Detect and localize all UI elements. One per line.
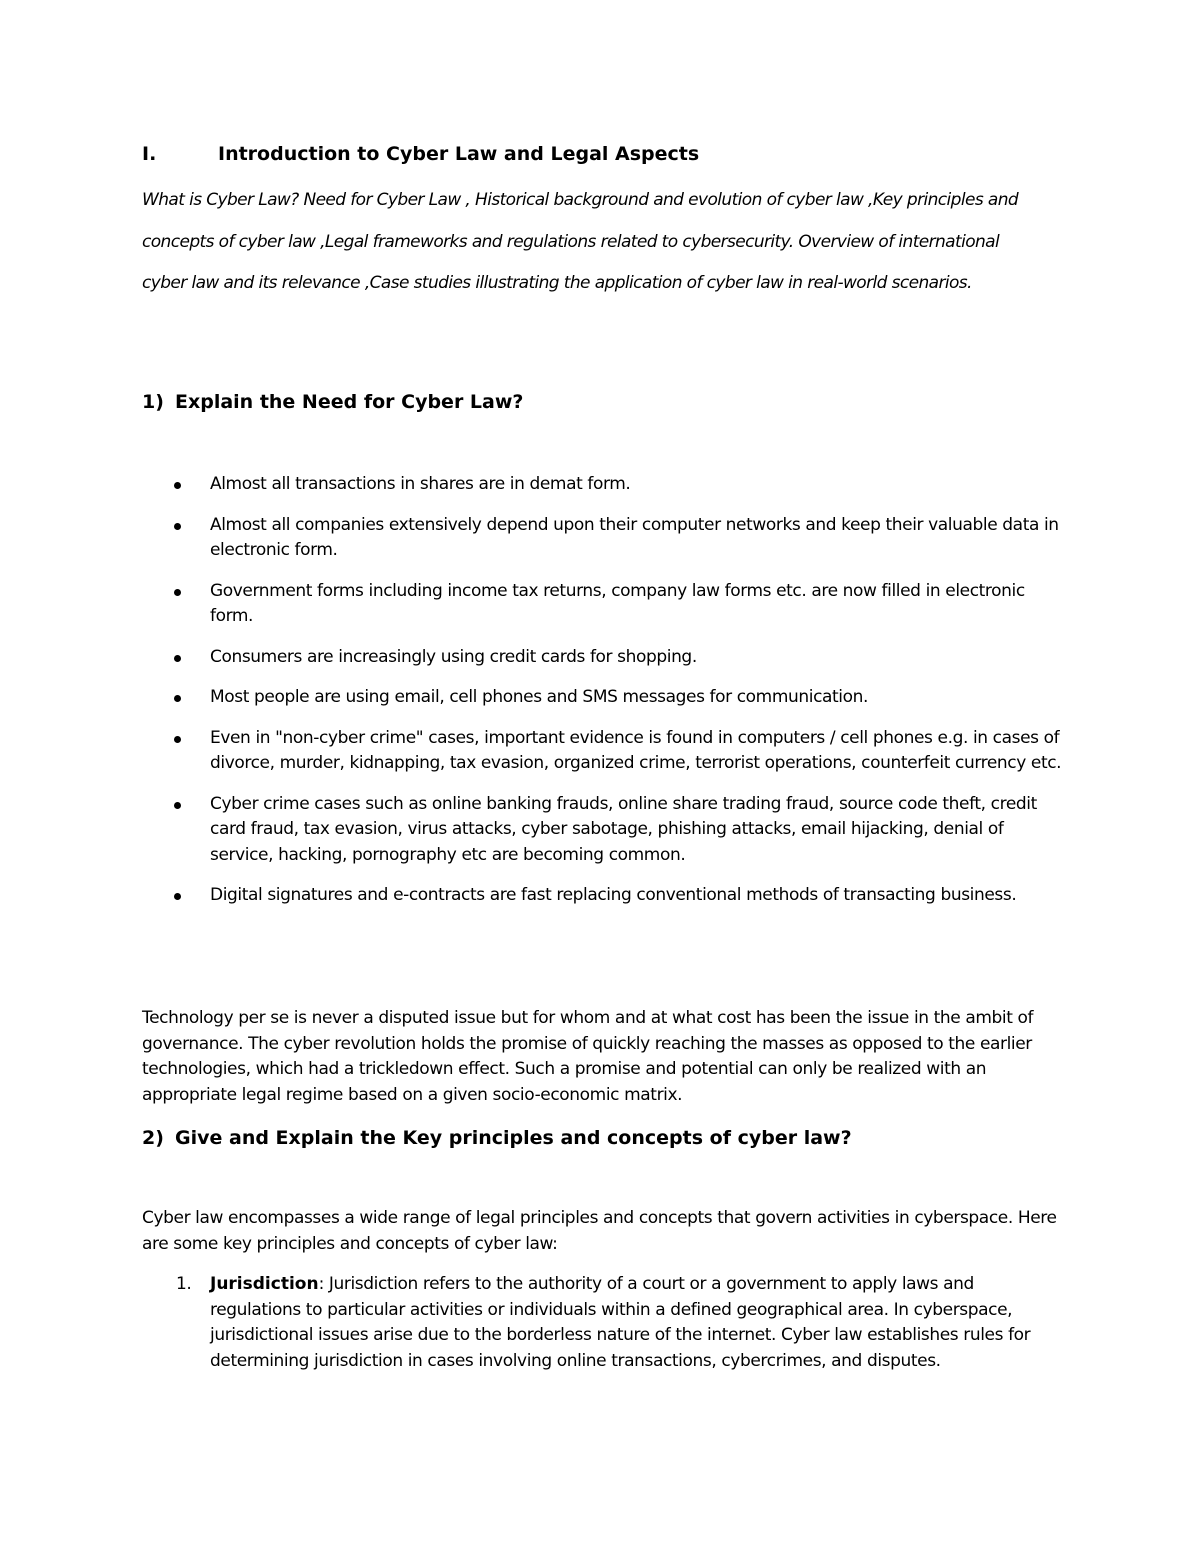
list-item: Almost all transactions in shares are in demat form.: [142, 472, 1062, 498]
section-title: Introduction to Cyber Law and Legal Aspects: [218, 143, 700, 165]
question-2-heading: [142, 1126, 852, 1150]
question-2-paragraph: Cyber law encompasses a wide range of legal principles and concepts that govern activities in cyberspace. Here are some key principles and concepts of cyber law:: [142, 1208, 1057, 1254]
question-2-number: 2): [142, 1127, 164, 1149]
bullet-icon: [174, 482, 181, 489]
question-1-heading: [142, 390, 523, 414]
principles-list: [142, 1272, 1062, 1374]
bullet-icon: [174, 802, 181, 809]
list-item: Even in "non-cyber crime" cases, important evidence is found in computers / cell phones e.g. in cases of divorce, murder, kidnapping, tax evasion, organized crime, terrorist operations, counterfeit currency etc.: [142, 726, 1062, 777]
list-item: Most people are using email, cell phones and SMS messages for communication.: [142, 685, 1062, 711]
item-text: : Jurisdiction refers to the authority of a court or a government to apply laws and regulations to particular activities or individuals within a defined geographical area. In cyberspace, jurisdictional issues arise due to the borderless nature of the internet. Cyber law establishes rules for determining jurisdiction in cases involving online transactions, cybercrimes, and disputes.: [210, 1274, 1031, 1371]
need-bullet-list: [142, 472, 1062, 924]
section-number: I.: [142, 143, 157, 165]
item-number: 1.: [176, 1274, 192, 1294]
bullet-icon: [174, 736, 181, 743]
list-item: Cyber crime cases such as online banking frauds, online share trading fraud, source code theft, credit card fraud, tax evasion, virus attacks, cyber sabotage, phishing attacks, email hijacking, denial of service, hacking, pornography etc are becoming common.: [142, 792, 1062, 869]
bullet-icon: [174, 589, 181, 596]
section-heading: [142, 142, 699, 166]
list-item: Almost all companies extensively depend upon their computer networks and keep their valuable data in electronic form.: [142, 513, 1062, 564]
list-item: Government forms including income tax returns, company law forms etc. are now filled in electronic form.: [142, 579, 1062, 630]
list-item: Consumers are increasingly using credit cards for shopping.: [142, 645, 1062, 671]
item-term: Jurisdiction: [210, 1274, 319, 1294]
question-1-paragraph: Technology per se is never a disputed issue but for whom and at what cost has been the issue in the ambit of governance. The cyber revolution holds the promise of quickly reaching the masses as opposed to the earlier technologies, which had a trickledown effect. Such a promise and potential can only be realized with an appropriate legal regime based on a given socio-economic matrix.: [142, 1008, 1034, 1105]
question-2-title: Give and Explain the Key principles and concepts of cyber law?: [175, 1127, 852, 1149]
bullet-icon: [174, 893, 181, 900]
bullet-icon: [174, 523, 181, 530]
list-item: [142, 1272, 1062, 1374]
question-1-title: Explain the Need for Cyber Law?: [175, 391, 524, 413]
list-item: Digital signatures and e-contracts are fast replacing conventional methods of transacting business.: [142, 883, 1062, 909]
bullet-icon: [174, 655, 181, 662]
section-intro: What is Cyber Law? Need for Cyber Law , Historical background and evolution of cyber law ,Key principles and concepts of cyber law ,Legal frameworks and regulations related to cybersecurity. Overview of international cyber law and its relevance ,Case studies illustrating the application of cyber law in real-world scenarios.: [142, 190, 1019, 293]
bullet-icon: [174, 695, 181, 702]
question-1-number: 1): [142, 391, 164, 413]
